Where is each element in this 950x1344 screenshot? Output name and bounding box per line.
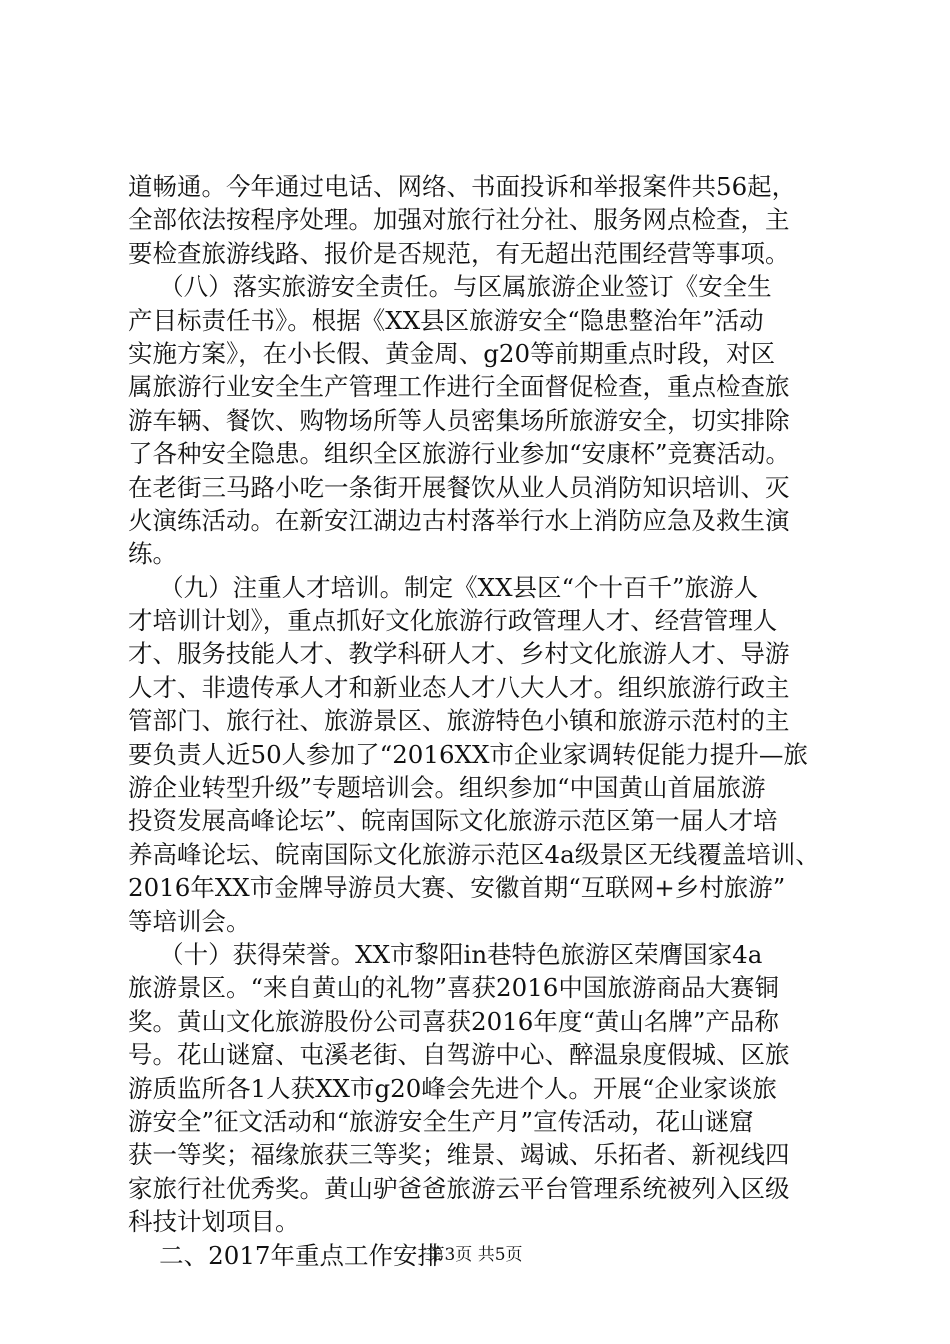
text-line: 要负责人近50人参加了“2016XX市企业家调转促能力提升—旅 xyxy=(128,739,808,769)
text-line: 才培训计划》，重点抓好文化旅游行政管理人才、经营管理人 xyxy=(128,606,778,636)
text-line: 火演练活动。在新安江湖边古村落举行水上消防应急及救生演 xyxy=(128,505,790,535)
text-line: 等培训会。 xyxy=(128,906,251,936)
text-line: 产目标责任书》。根据《XX县区旅游安全“隐患整治年”活动 xyxy=(128,305,764,335)
text-line: 号。花山谜窟、屯溪老街、自驾游中心、醉温泉度假城、区旅 xyxy=(128,1040,790,1070)
text-line: 练。 xyxy=(128,539,177,569)
text-line: 在老街三马路小吃一条街开展餐饮从业人员消防知识培训、灭 xyxy=(128,472,790,502)
text-line: 实施方案》，在小长假、黄金周、g20等前期重点时段，对区 xyxy=(128,338,776,368)
text-line: 要检查旅游线路、报价是否规范，有无超出范围经营等事项。 xyxy=(128,238,790,268)
text-line: 游企业转型升级”专题培训会。组织参加“中国黄山首届旅游 xyxy=(128,773,766,803)
text-line: （十）获得荣誉。XX市黎阳in巷特色旅游区荣膺国家4a xyxy=(128,939,763,969)
text-line: 属旅游行业安全生产管理工作进行全面督促检查，重点检查旅 xyxy=(128,372,790,402)
text-line: 旅游景区。“来自黄山的礼物”喜获2016中国旅游商品大赛铜 xyxy=(128,973,779,1003)
text-line: 了各种安全隐患。组织全区旅游行业参加“安康杯”竞赛活动。 xyxy=(128,439,791,469)
text-line: 奖。黄山文化旅游股份公司喜获2016年度“黄山名牌”产品称 xyxy=(128,1006,779,1036)
document-body xyxy=(128,170,828,1272)
text-line: 游车辆、餐饮、购物场所等人员密集场所旅游安全，切实排除 xyxy=(128,405,790,435)
text-line: 才、服务技能人才、教学科研人才、乡村文化旅游人才、导游 xyxy=(128,639,790,669)
text-line: 2016年XX市金牌导游员大赛、安徽首期“互联网+乡村旅游” xyxy=(128,873,786,903)
text-line: 道畅通。今年通过电话、网络、书面投诉和举报案件共56起， xyxy=(128,172,797,201)
text-line: 全部依法按程序处理。加强对旅行社分社、服务网点检查，主 xyxy=(128,205,790,235)
text-line: 管部门、旅行社、旅游景区、旅游特色小镇和旅游示范村的主 xyxy=(128,706,790,736)
text-line: （九）注重人才培训。制定《XX县区“个十百千”旅游人 xyxy=(128,572,759,602)
text-line: 家旅行社优秀奖。黄山驴爸爸旅游云平台管理系统被列入区级 xyxy=(128,1173,790,1203)
text-line: 游质监所各1人获XX市g20峰会先进个人。开展“企业家谈旅 xyxy=(128,1073,777,1103)
text-line: 游安全”征文活动和“旅游安全生产月”宣传活动，花山谜窟 xyxy=(128,1106,754,1136)
text-line: 投资发展高峰论坛”、皖南国际文化旅游示范区第一届人才培 xyxy=(128,806,778,836)
text-line: 养高峰论坛、皖南国际文化旅游示范区4a级景区无线覆盖培训、 xyxy=(128,839,820,869)
page-footer: 第3页 共5页 xyxy=(427,1245,523,1265)
text-line: 人才、非遗传承人才和新业态人才八大人才。组织旅游行政主 xyxy=(128,672,790,702)
text-line: （八）落实旅游安全责任。与区属旅游企业签订《安全生 xyxy=(128,272,772,302)
text-line: 二、2017年重点工作安排 xyxy=(128,1240,443,1270)
text-line: 获一等奖；福缘旅获三等奖；维景、竭诚、乐拓者、新视线四 xyxy=(128,1140,790,1170)
text-line: 科技计划项目。 xyxy=(128,1207,300,1237)
